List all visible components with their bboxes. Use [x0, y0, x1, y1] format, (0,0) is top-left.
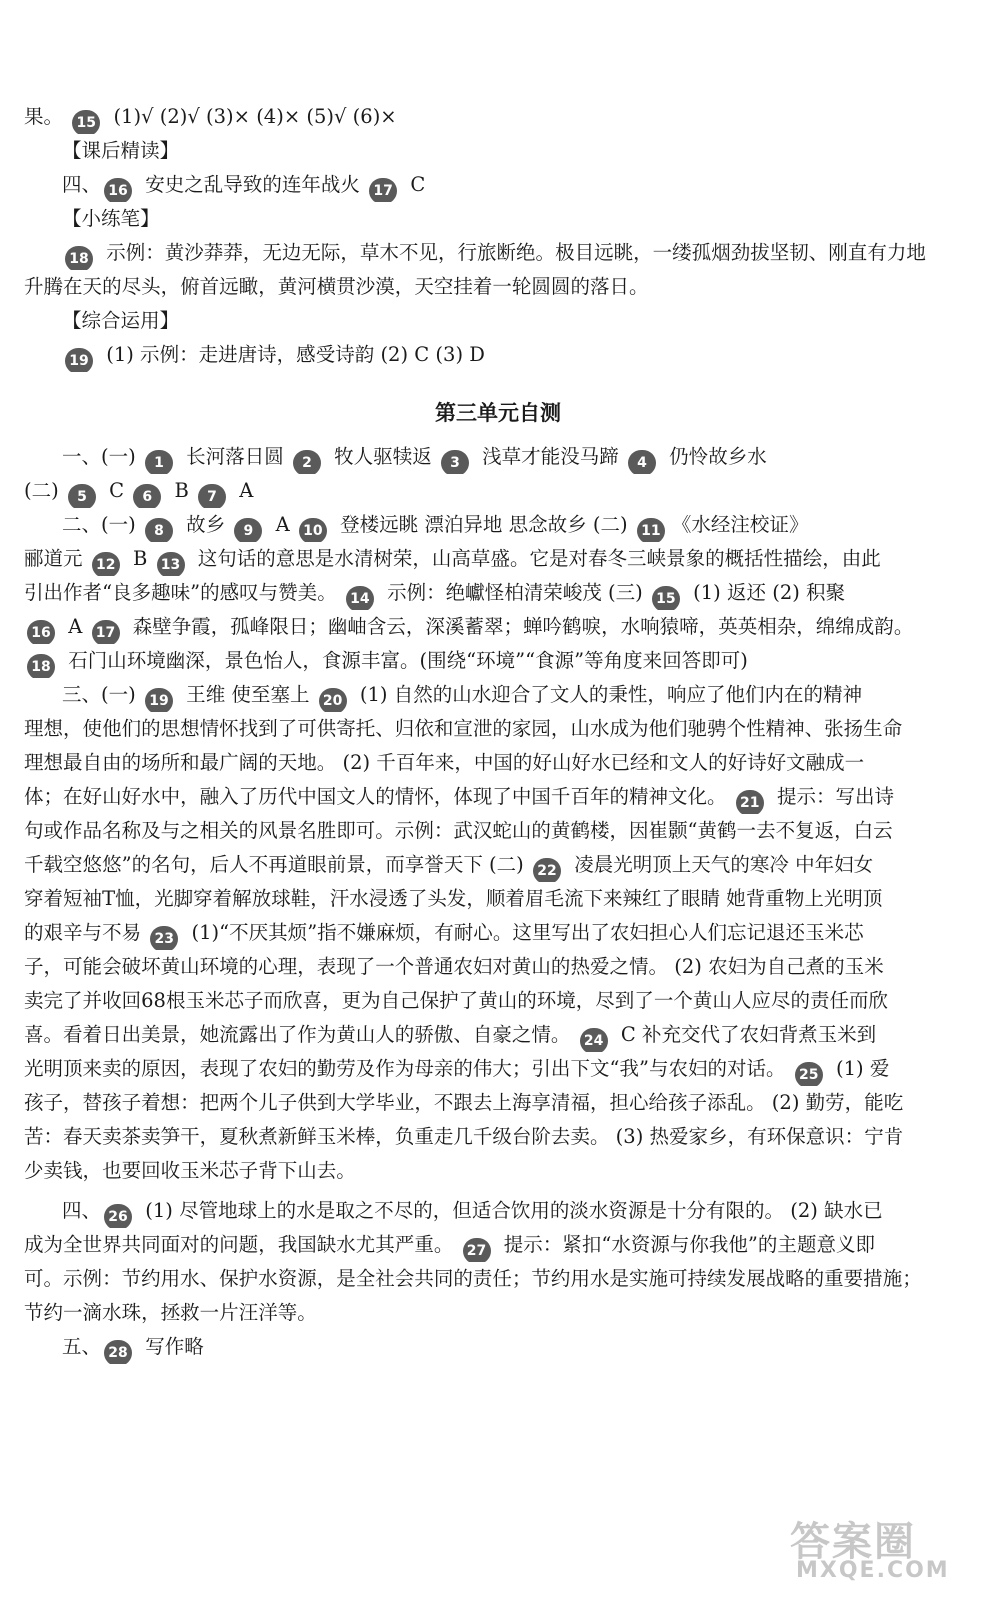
answer-line: 二、(一) 8 故乡 9 A 10 登楼远眺 漂泊异地 思念故乡 (二) 11 《水经注校证》 — [62, 508, 974, 542]
question-number-badge: 8 — [145, 518, 173, 542]
question-number-badge: 17 — [92, 620, 120, 644]
answer-line: 理想，使他们的思想情怀找到了可供寄托、归依和宣泄的家园，山水成为他们驰骋个性精神、张扬生命 — [24, 717, 903, 740]
answer-line: 成为全世界共同面对的问题，我国缺水尤其严重。 27 提示：紧扣“水资源与你我他”的主题意义即 — [24, 1228, 974, 1262]
answer-line: 的艰辛与不易 23 (1)“不厌其烦”指不嫌麻烦，有耐心。这里写出了农妇担心人们忘记退还玉米芯 — [24, 916, 974, 950]
answer-line: 节约一滴水珠，拯救一片汪洋等。 — [24, 1301, 317, 1324]
question-number-badge: 13 — [157, 552, 185, 576]
answer-line: 19 (1) 示例：走进唐诗，感受诗韵 (2) C (3) D — [62, 338, 974, 372]
question-number-badge: 15 — [72, 110, 100, 134]
question-number-badge: 19 — [65, 348, 93, 372]
answer-line: 句或作品名称及与之相关的风景名胜即可。示例：武汉蛇山的黄鹤楼，因崔颢“黄鹤一去不复返，白云 — [24, 819, 893, 842]
watermark-url: MXQE.COM — [796, 1558, 950, 1583]
question-number-badge: 28 — [104, 1340, 132, 1364]
question-number-badge: 18 — [65, 246, 93, 270]
question-number-badge: 12 — [92, 552, 120, 576]
answer-line: 可。示例：节约用水、保护水资源，是全社会共同的责任；节约用水是实施可持续发展战略的重要措施； — [24, 1267, 922, 1290]
question-number-badge: 15 — [652, 586, 680, 610]
answer-line: 郦道元 12 B 13 这句话的意思是水清树荣，山高草盛。它是对春冬三峡景象的概括性描绘，由此 — [24, 542, 974, 576]
question-number-badge: 21 — [736, 790, 764, 814]
answer-line: 18 石门山环境幽深，景色怡人，食源丰富。(围绕“环境”“食源”等角度来回答即可) — [24, 644, 974, 678]
question-number-badge: 16 — [104, 178, 132, 202]
answer-line: 卖完了并收回68根玉米芯子而欣喜，更为自己保护了黄山的环境，尽到了一个黄山人应尽的责任而欣 — [24, 989, 889, 1012]
question-number-badge: 16 — [27, 620, 55, 644]
answer-line: 五、 28 写作略 — [62, 1330, 974, 1364]
answer-line: 子，可能会破坏黄山环境的心理，表现了一个普通农妇对黄山的热爱之情。 (2) 农妇为自己煮的玉米 — [24, 955, 884, 978]
question-number-badge: 24 — [580, 1028, 608, 1052]
question-number-badge: 18 — [27, 654, 55, 678]
question-number-badge: 17 — [369, 178, 397, 202]
answer-line: 16 A 17 森壁争霞，孤峰限日；幽岫含云，深溪蓄翠；蝉吟鹤唳，水响猿啼，英英相杂，绵绵成韵。 — [24, 610, 974, 644]
question-number-badge: 23 — [150, 926, 178, 950]
watermark-text: 答案圈 — [790, 1519, 916, 1565]
question-number-badge: 10 — [299, 518, 327, 542]
question-number-badge: 4 — [628, 450, 656, 474]
watermark-logo — [786, 1508, 976, 1586]
question-number-badge: 1 — [145, 450, 173, 474]
answer-line: 苦：春天卖茶卖笋干，夏秋煮新鲜玉米棒，负重走几千级台阶去卖。 (3) 热爱家乡，有环保意识：宁肯 — [24, 1125, 904, 1148]
question-number-badge: 14 — [346, 586, 374, 610]
answer-line: 升腾在天的尽头，俯首远瞰，黄河横贯沙漠，天空挂着一轮圆圆的落日。 — [24, 275, 649, 298]
answer-line: 一、(一) 1 长河落日圆 2 牧人驱犊返 3 浅草才能没马蹄 4 仍怜故乡水 — [62, 440, 974, 474]
answer-line: 果。 15 (1)√ (2)√ (3)× (4)× (5)√ (6)× — [24, 100, 974, 134]
answer-line: 四、 26 (1) 尽管地球上的水是取之不尽的，但适合饮用的淡水资源是十分有限的。 (2) 缺水已 — [62, 1194, 974, 1228]
question-number-badge: 5 — [68, 484, 96, 508]
answer-line: 体；在好山好水中，融入了历代中国文人的情怀，体现了中国千百年的精神文化。 21 提示：写出诗 — [24, 780, 974, 814]
question-number-badge: 6 — [133, 484, 161, 508]
answer-line: (二) 5 C 6 B 7 A — [24, 474, 974, 508]
answer-line: 孩子，替孩子着想：把两个儿子供到大学毕业，不跟去上海享清福，担心给孩子添乱。 (2) 勤劳，能吃 — [24, 1091, 904, 1114]
answer-line: 【小练笔】 — [62, 207, 160, 230]
answer-line: 喜。看着日出美景，她流露出了作为黄山人的骄傲、自豪之情。 24 C 补充交代了农妇背煮玉米到 — [24, 1018, 974, 1052]
question-number-badge: 11 — [637, 518, 665, 542]
answer-line: 少卖钱，也要回收玉米芯子背下山去。 — [24, 1159, 356, 1182]
question-number-badge: 9 — [234, 518, 262, 542]
question-number-badge: 20 — [319, 688, 347, 712]
question-number-badge: 22 — [533, 858, 561, 882]
question-number-badge: 26 — [104, 1204, 132, 1228]
answer-line: 三、(一) 19 王维 使至塞上 20 (1) 自然的山水迎合了文人的秉性，响应了他们内在的精神 — [62, 678, 974, 712]
question-number-badge: 2 — [293, 450, 321, 474]
answer-line: 【综合运用】 — [62, 309, 180, 332]
answer-line: 引出作者“良多趣味”的感叹与赞美。 14 示例：绝巘怪柏清荣峻茂 (三) 15 (1) 返还 (2) 积聚 — [24, 576, 974, 610]
answer-line: 千载空悠悠”的名句，后人不再道眼前景，而享誉天下 (二) 22 凌晨光明顶上天气的寒冷 中年妇女 — [24, 848, 974, 882]
answer-line: 光明顶来卖的原因，表现了农妇的勤劳及作为母亲的伟大；引出下文“我”与农妇的对话。 25 (1) 爱 — [24, 1052, 974, 1086]
answer-line: 四、 16 安史之乱导致的连年战火 17 C — [62, 168, 974, 202]
question-number-badge: 19 — [145, 688, 173, 712]
question-number-badge: 27 — [463, 1238, 491, 1262]
section-title: 第三单元自测 — [435, 400, 561, 425]
answer-line: 【课后精读】 — [62, 139, 180, 162]
answer-line: 18 示例：黄沙莽莽，无边无际，草木不见，行旅断绝。极目远眺，一缕孤烟劲拔坚韧、刚直有力地 — [62, 236, 974, 270]
answer-line: 理想最自由的场所和最广阔的天地。 (2) 千百年来，中国的好山好水已经和文人的好诗好文融成一 — [24, 751, 865, 774]
question-number-badge: 25 — [795, 1062, 823, 1086]
answer-line: 穿着短袖T恤，光脚穿着解放球鞋，汗水浸透了头发，顺着眉毛流下来辣红了眼睛 她背重物上光明顶 — [24, 887, 883, 910]
question-number-badge: 7 — [198, 484, 226, 508]
question-number-badge: 3 — [441, 450, 469, 474]
